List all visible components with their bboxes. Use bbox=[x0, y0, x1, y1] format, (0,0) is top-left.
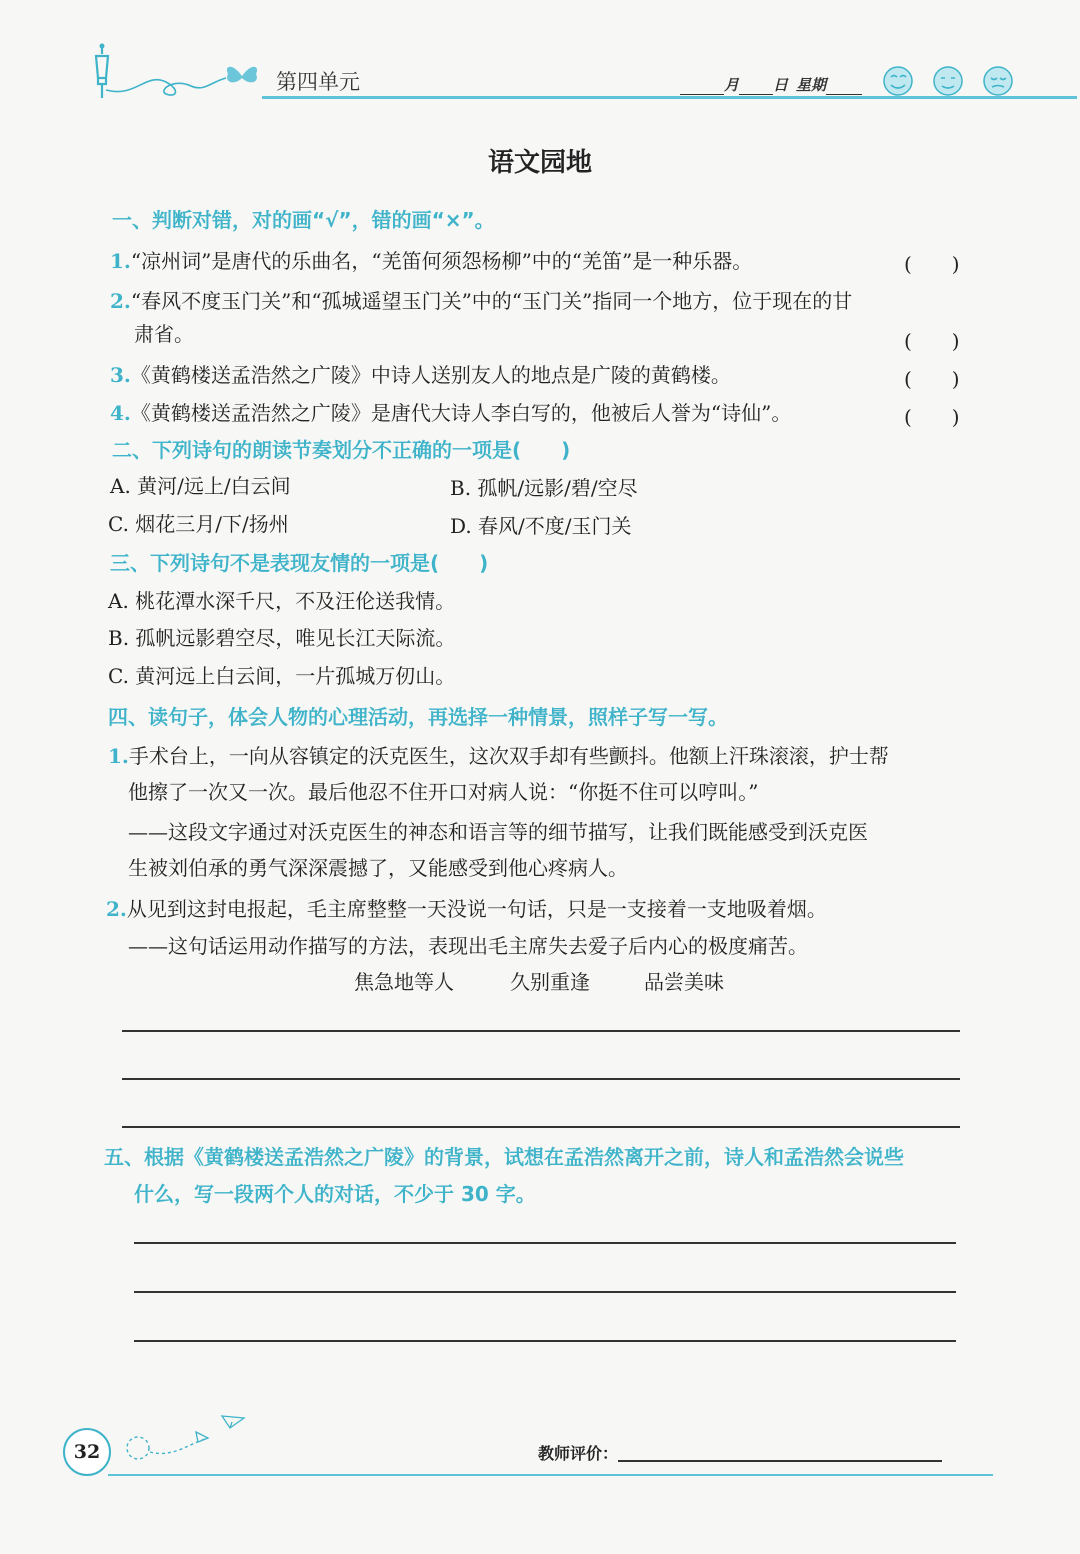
answer-paren-4[interactable]: ( ) bbox=[904, 405, 960, 429]
s3-option-a: A. 桃花潭水深千尺，不及汪伦送我情。 bbox=[108, 589, 456, 613]
s2-option-b: B. 孤帆/远影/碧/空尽 bbox=[450, 476, 638, 500]
weekday-label: 星期 bbox=[796, 76, 827, 94]
mood-faces-icon[interactable] bbox=[882, 64, 1022, 98]
s4-para1-note2: 生被刘伯承的勇气深深震撼了，又能感受到他心疼病人。 bbox=[128, 856, 628, 880]
month-blank[interactable] bbox=[680, 78, 724, 95]
s1-item-1: 1.“凉州词”是唐代的乐曲名，“羌笛何须怨杨柳”中的“羌笛”是一种乐器。 bbox=[110, 249, 753, 273]
paper-plane-trail-icon bbox=[118, 1408, 258, 1468]
s4-para2-line1: 2.从见到这封电报起，毛主席整整一天没说一句话，只是一支接着一支地吸着烟。 bbox=[106, 897, 827, 921]
month-label: 月 bbox=[724, 76, 740, 94]
section5-heading-line2: 什么，写一段两个人的对话，不少于 30 字。 bbox=[134, 1182, 536, 1206]
s1-item-2: 2.“春风不度玉门关”和“孤城遥望玉门关”中的“玉门关”指同一个地方，位于现在的甘 bbox=[110, 289, 853, 313]
page-title: 语文园地 bbox=[487, 148, 592, 178]
s3-option-b: B. 孤帆远影碧空尽，唯见长江天际流。 bbox=[108, 626, 456, 650]
page-number: 32 bbox=[63, 1428, 111, 1476]
s1-item-2-cont: 肃省。 bbox=[134, 322, 194, 346]
s5-answer-line-1[interactable] bbox=[134, 1242, 956, 1244]
teacher-evaluation-label: 教师评价： bbox=[538, 1444, 619, 1463]
s4-answer-line-3[interactable] bbox=[122, 1126, 960, 1128]
section5-heading-line1: 五、根据《黄鹤楼送孟浩然之广陵》的背景，试想在孟浩然离开之前，诗人和孟浩然会说些 bbox=[104, 1145, 904, 1169]
footer-divider bbox=[108, 1474, 993, 1476]
s4-para1-line2: 他擦了一次又一次。最后他忍不住开口对病人说：“你挺不住可以哼叫。” bbox=[128, 780, 759, 804]
s4-choice-1: 焦急地等人 bbox=[354, 970, 454, 994]
day-label: 日 bbox=[773, 76, 789, 94]
s2-option-c: C. 烟花三月/下/扬州 bbox=[108, 512, 289, 536]
butterfly-icon bbox=[222, 60, 262, 92]
answer-paren-1[interactable]: ( ) bbox=[904, 252, 960, 276]
day-blank[interactable] bbox=[739, 78, 773, 95]
s1-item-3: 3.《黄鹤楼送孟浩然之广陵》中诗人送别友人的地点是广陵的黄鹤楼。 bbox=[110, 363, 731, 387]
weekday-blank[interactable] bbox=[826, 78, 862, 95]
section1-heading: 一、判断对错，对的画“√”，错的画“×”。 bbox=[112, 208, 495, 232]
answer-paren-2[interactable]: ( ) bbox=[904, 329, 960, 353]
s2-option-a: A. 黄河/远上/白云间 bbox=[110, 474, 291, 498]
s4-choice-2: 久别重逢 bbox=[510, 970, 590, 994]
s4-answer-line-2[interactable] bbox=[122, 1078, 960, 1080]
unit-title: 第四单元 bbox=[276, 70, 360, 94]
answer-paren-3[interactable]: ( ) bbox=[904, 367, 960, 391]
s3-option-c: C. 黄河远上白云间，一片孤城万仞山。 bbox=[108, 664, 456, 688]
teacher-evaluation-line[interactable] bbox=[618, 1460, 942, 1462]
section3-heading[interactable]: 三、下列诗句不是表现友情的一项是( ) bbox=[110, 551, 489, 575]
s2-option-d: D. 春风/不度/玉门关 bbox=[450, 514, 632, 538]
s4-para2-note1: ——这句话运用动作描写的方法，表现出毛主席失去爱子后内心的极度痛苦。 bbox=[128, 934, 808, 958]
s4-para1-note1: ——这段文字通过对沃克医生的神态和语言等的细节描写，让我们既能感受到沃克医 bbox=[128, 820, 868, 844]
section4-heading: 四、读句子，体会人物的心理活动，再选择一种情景，照样子写一写。 bbox=[108, 705, 728, 729]
s5-answer-line-3[interactable] bbox=[134, 1340, 956, 1342]
s4-choice-3: 品尝美味 bbox=[644, 970, 724, 994]
s4-para1-line1: 1.手术台上，一向从容镇定的沃克医生，这次双手却有些颤抖。他额上汗珠滚滚，护士帮 bbox=[108, 744, 889, 768]
s1-item-4: 4.《黄鹤楼送孟浩然之广陵》是唐代大诗人李白写的，他被后人誉为“诗仙”。 bbox=[110, 401, 792, 425]
section2-heading[interactable]: 二、下列诗句的朗读节奏划分不正确的一项是( ) bbox=[112, 438, 571, 462]
date-fields bbox=[680, 74, 862, 95]
s5-answer-line-2[interactable] bbox=[134, 1291, 956, 1293]
s4-answer-line-1[interactable] bbox=[122, 1030, 960, 1032]
